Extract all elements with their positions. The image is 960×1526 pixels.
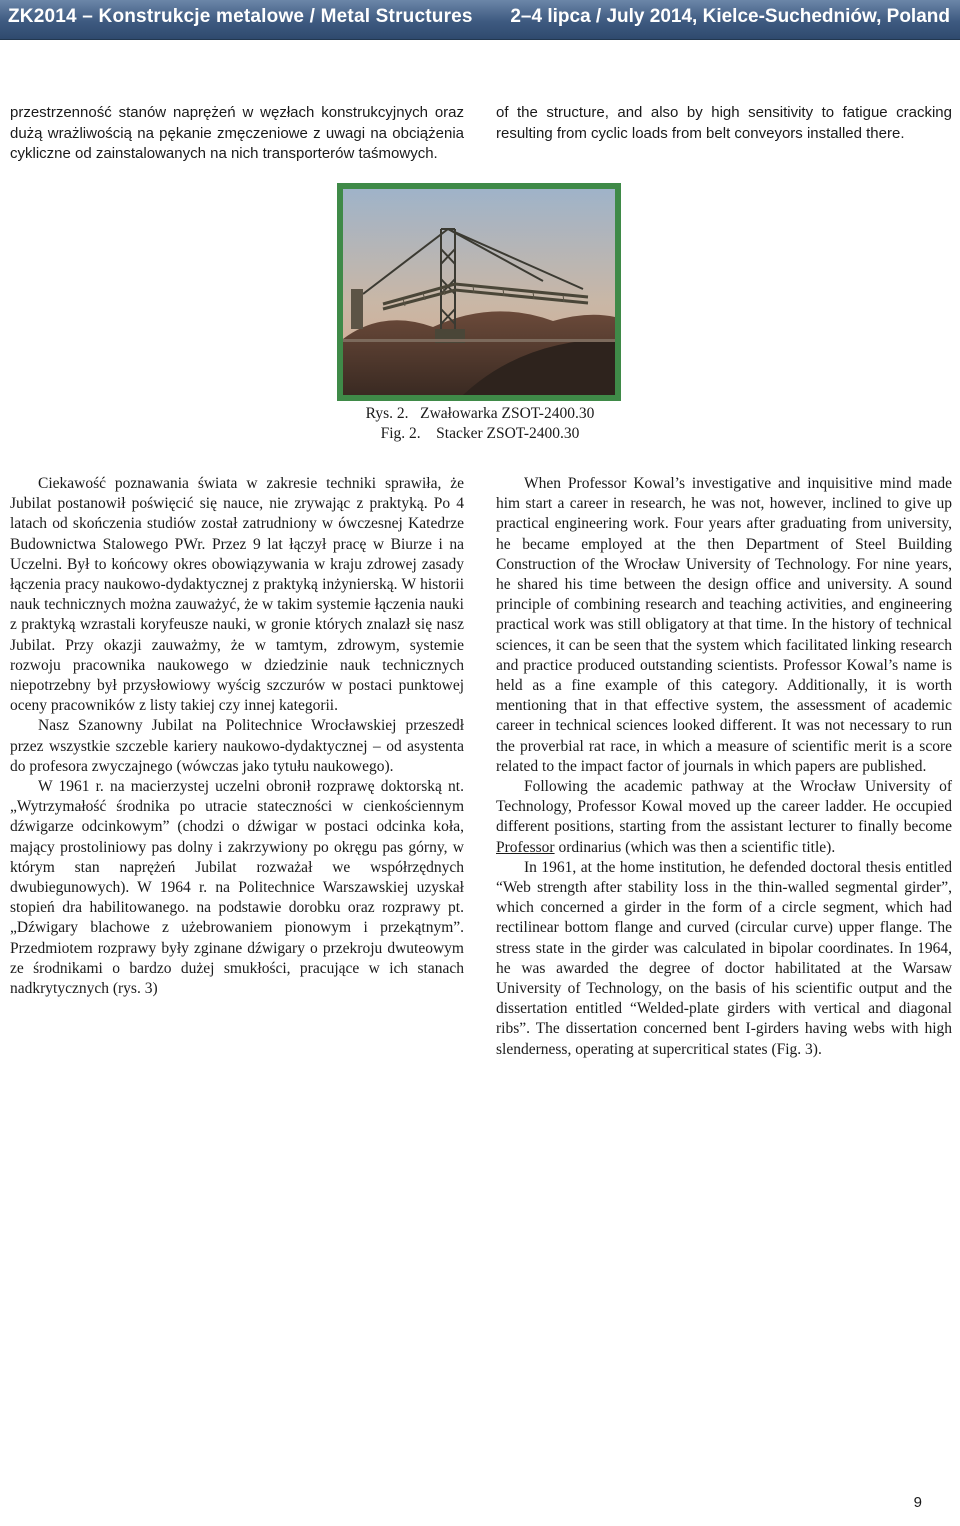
top-paragraph-en: of the structure, and also by high sensitivity to fatigue cracking resulting from cyclic loads from belt conveyors installed there. (496, 104, 952, 142)
paragraph-en-1: When Professor Kowal’s investigative and inquisitive mind made him start a career in research, he was not, however, inclined to give up practical engineering work. Four years after graduating from university, he became employed at the then Department of Steel Building Construction of the Wrocław University of Technology. For nine years, he shared his time between the design office and university. A sound principle of combining research and teaching activities, and engineering practical work was still obligatory at that time. In the history of technical sciences, it can be seen that the system which facilitated linking research and practice produced outstanding scientists. Professor Kowal’s name is held as a fine example of this category. Additionally, it is worth mentioning that in that effective system, the assessment of academic career in technical sciences looked different. It was not necessary to run the proverbial rat race, in which a measure of scientific merit is a score related to the impact factor of journals in which papers are published. (496, 475, 952, 775)
professor-link[interactable]: Professor (496, 838, 555, 856)
conference-title: ZK2014 – Konstrukcje metalowe / Metal Structures (8, 6, 473, 27)
page-number: 9 (913, 1494, 922, 1511)
paragraph-pl-2: Nasz Szanowny Jubilat na Politechnice Wrocławskiej przeszedł przez wszystkie szczeble kariery naukowo-dydaktycznej – od asystenta do profesora zwyczajnego (wówczas jako tytułu naukowego). (10, 717, 464, 775)
figure-caption-en: Fig. 2. Stacker ZSOT-2400.30 (380, 425, 580, 442)
top-paragraph-pl: przestrzenność stanów naprężeń w węzłach konstrukcyjnych oraz dużą wrażliwością na pękanie zmęczeniowe z uwagi na obciążenia cykliczne od zainstalowanych na nich transporterów taśmowych. (10, 104, 464, 162)
column-english (496, 474, 952, 1060)
figure-caption-pl: Rys. 2. Zwałowarka ZSOT-2400.30 (365, 405, 595, 422)
paragraph-en-2-text-b: ordinarius (which was then a scientific title). (554, 838, 836, 856)
conference-date-place: 2–4 lipca / July 2014, Kielce-Suchedniów, Poland (510, 6, 950, 27)
stacker-photo (337, 183, 621, 401)
paragraph-pl-3: W 1961 r. na macierzystej uczelni obronił rozprawę doktorską nt. „Wytrzymałość środnika po utracie stateczności w cienkościennym dźwigarze odcinkowym” (chodzi o dźwigar w postaci odcinka koła, mający prostoliniowy pas dolny i zakrzywiony po okręgu pas górny, w którym stan naprężeń Jubilat rozważał we współrzędnych dwubiegunowych). W 1964 r. na Politechnice Warszawskiej uzyskał stopień dra habilitowanego. na podstawie dorobku oraz rozprawy pt. „Dźwigary blachowe z użebrowaniem pionowym i przekątnym”. Przedmiotem rozprawy były zginane dźwigary o przekroju dwuteowym ze środnikami o bardzo dużej smukłości, pracujące w ich stanach nadkrytycznych (rys. 3) (10, 778, 464, 998)
stacker-illustration (343, 189, 615, 395)
paragraph-en-3: In 1961, at the home institution, he defended doctoral thesis entitled “Web strength after stability loss in the thin-walled segmental girder”, which concerned a girder in the form of a circle segment, which had rectilinear bottom flange and curved (circular curve) upper flange. The stress state in the girder was calculated in bipolar coordinates. In 1964, he was awarded the degree of doctor habilitated at the Warsaw University of Technology, on the basis of his scientific output and the dissertation entitled “Welded-plate girders with vertical and diagonal ribs”. The dissertation concerned bent I-girders having webs with high slenderness, operating at supercritical states (Fig. 3). (496, 858, 952, 1058)
paragraph-pl-1: Ciekawość poznawania świata w zakresie techniki sprawiła, że Jubilat postanowił poświęcić się nauce, nie zrywając z praktyką. Po 4 latach od skończenia studiów został zatrudniony w ówczesnej Katedrze Budownictwa Stalowego PWr. Przez 9 lat łączył pracę w Biurze i na Uczelni. Był to końcowy okres obowiązywania w kraju zdrowej zasady łączenia pracy naukowo-dydaktycznej z praktyką inżynierską. W historii nauk technicznych można zauważyć, że w takim systemie łączenia nauki z praktyką wzrastali koryfeusze nauki, w gronie których znalazł się nasz Jubilat. Przy okazji zauważmy, że w tamtym, zdrowym, systemie rozwoju pracownika naukowego w dziedzinie nauk technicznych niepotrzebny był przysłowiowy wyścig szczurów w postaci punktowej oceny pracowników z listy takiej czy innej kategorii. (10, 475, 464, 715)
conference-header (0, 0, 960, 40)
paragraph-en-2 (496, 777, 952, 858)
column-polish (10, 474, 464, 999)
paragraph-en-2-text-a: Following the academic pathway at the Wrocław University of Technology, Professor Kowal moved up the career ladder. He occupied different positions, starting from the assistant lecturer to finally become (496, 778, 952, 836)
